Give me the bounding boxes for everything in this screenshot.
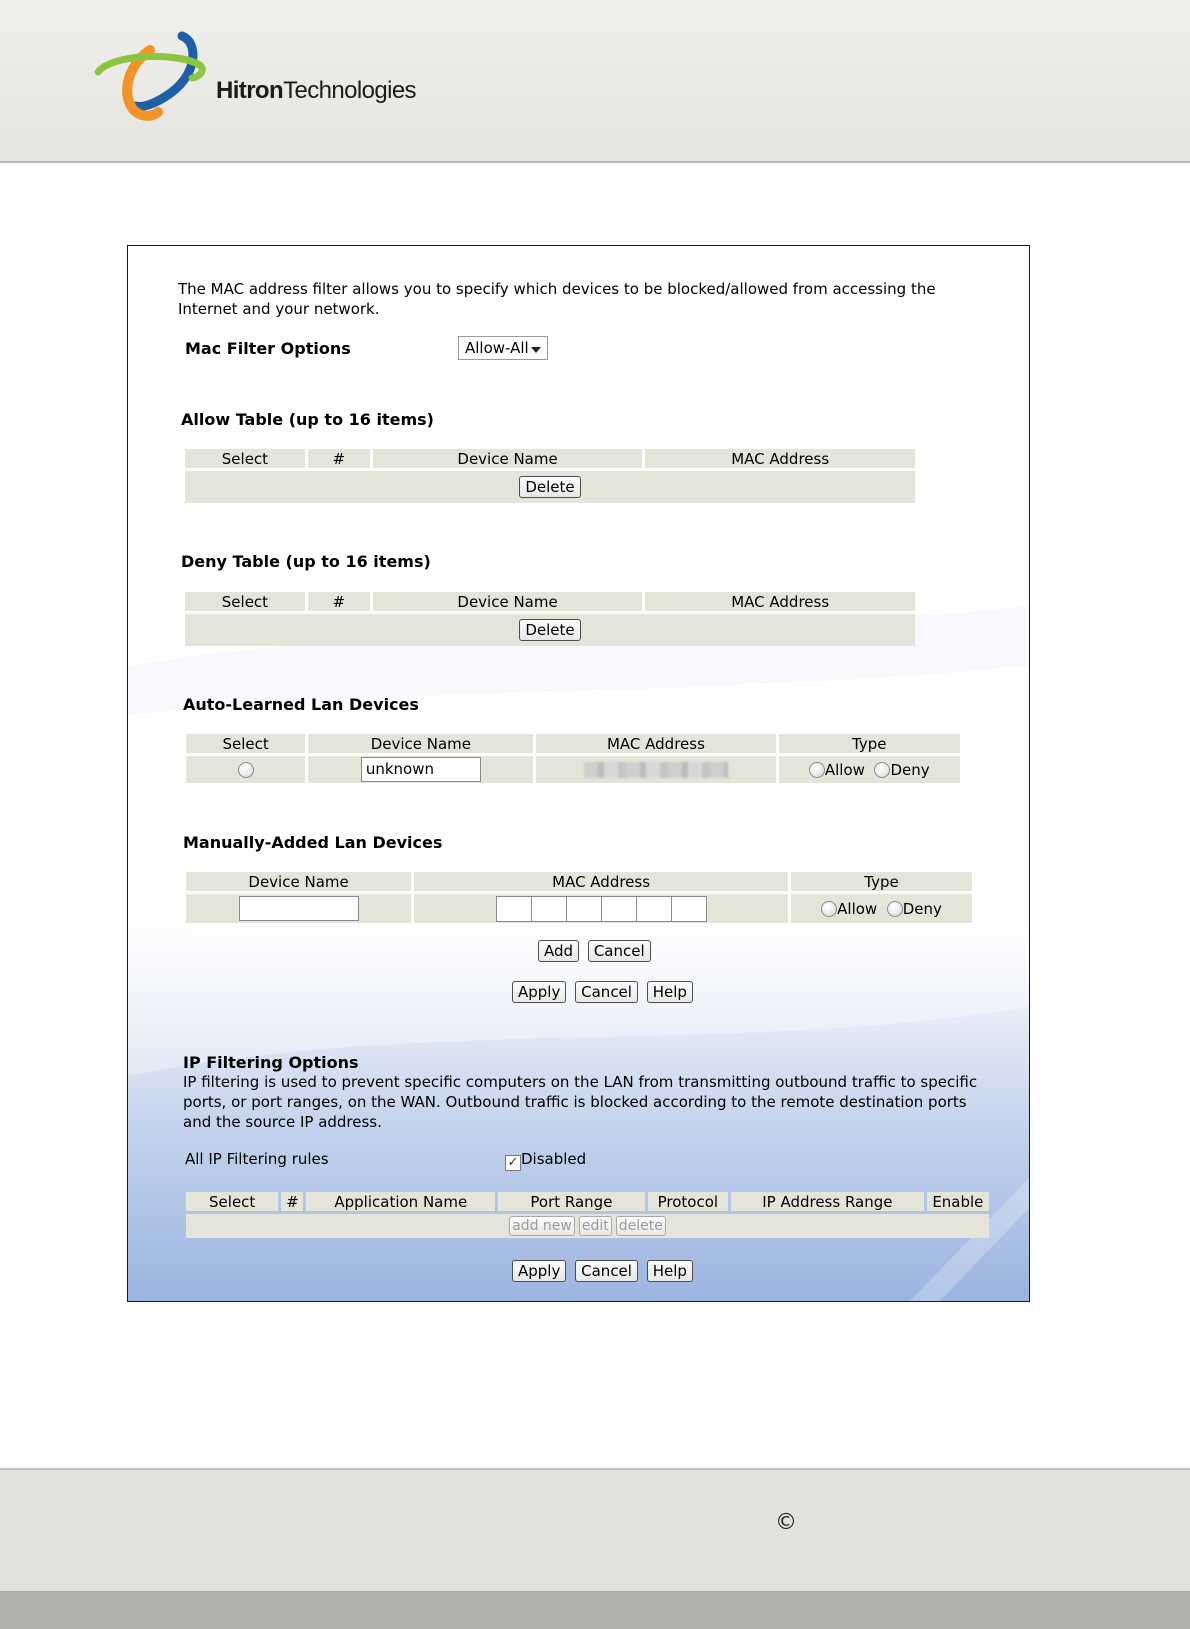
help-button[interactable]: Help (647, 981, 693, 1003)
auto-learned-table (183, 731, 963, 786)
column-header: IP Address Range (731, 1192, 924, 1211)
deny-table (182, 589, 918, 649)
manual-allow-radio[interactable] (821, 901, 837, 917)
mac-octet-input[interactable] (601, 896, 637, 922)
deny-delete-button[interactable]: Delete (519, 619, 580, 641)
deny-label: Deny (890, 760, 930, 779)
deny-label: Deny (902, 899, 942, 918)
add-device-button[interactable]: Add (538, 940, 579, 962)
allow-label: Allow (837, 899, 878, 918)
hitron-logo (94, 28, 414, 124)
delete-rule-button[interactable]: delete (616, 1216, 666, 1236)
apply-button[interactable]: Apply (512, 981, 566, 1003)
manual-device-name-input[interactable] (239, 896, 359, 921)
ip-filter-title: IP Filtering Options (183, 1053, 359, 1072)
manual-devices-title: Manually-Added Lan Devices (183, 833, 443, 852)
column-header: Type (779, 734, 960, 753)
column-header: MAC Address (645, 449, 915, 468)
deny-table-title: Deny Table (up to 16 items) (181, 552, 431, 571)
allow-table (182, 446, 918, 506)
column-header: # (281, 1192, 303, 1211)
mac-filter-selected-value: Allow-All (465, 339, 529, 357)
mac-octet-input[interactable] (566, 896, 602, 922)
ip-rules-label: All IP Filtering rules (185, 1150, 329, 1168)
ip-cancel-button[interactable]: Cancel (575, 1260, 638, 1282)
page-footer (0, 1468, 1190, 1591)
chevron-down-icon (531, 347, 541, 353)
allow-label: Allow (824, 760, 865, 779)
column-header: Protocol (648, 1192, 728, 1211)
manual-devices-table (183, 869, 975, 926)
column-header: Select (185, 449, 305, 468)
table-row (185, 614, 915, 646)
ip-form-actions (510, 1260, 695, 1282)
hitron-emblem-icon (94, 28, 214, 124)
column-header: # (308, 449, 370, 468)
column-header: Select (186, 1192, 278, 1211)
mac-form-actions (510, 981, 695, 1003)
auto-learned-title: Auto-Learned Lan Devices (183, 695, 419, 714)
table-row (186, 1214, 989, 1238)
cancel-button[interactable]: Cancel (575, 981, 638, 1003)
table-row (185, 471, 915, 503)
disabled-label: Disabled (521, 1150, 587, 1168)
column-header: Device Name (186, 872, 411, 891)
ip-help-button[interactable]: Help (647, 1260, 693, 1282)
column-header: Type (791, 872, 972, 891)
auto-deny-radio[interactable] (874, 762, 890, 778)
column-header: Device Name (308, 734, 533, 753)
intro-text: The MAC address filter allows you to specify which devices to be blocked/allowed from accessing the Internet and your network. (178, 280, 936, 318)
brand-name: HitronTechnologies (216, 77, 416, 104)
column-header: MAC Address (414, 872, 788, 891)
mac-octet-input[interactable] (636, 896, 672, 922)
mac-octet-input[interactable] (496, 896, 532, 922)
column-header: Select (186, 734, 305, 753)
mac-octet-input[interactable] (671, 896, 707, 922)
auto-device-name-input[interactable]: unknown (361, 757, 481, 782)
mac-filter-select[interactable] (458, 336, 548, 360)
checkbox-checked-icon[interactable]: ✓ (505, 1155, 521, 1171)
ip-filter-table (183, 1189, 992, 1241)
allow-delete-button[interactable]: Delete (519, 476, 580, 498)
copyright-symbol: © (775, 1510, 797, 1535)
manual-actions (536, 940, 653, 962)
ip-disabled-toggle (505, 1150, 586, 1171)
redacted-mac-address (584, 762, 728, 778)
mac-filter-options-label: Mac Filter Options (185, 339, 351, 358)
mac-filter-screen (127, 245, 1030, 1302)
edit-rule-button[interactable]: edit (579, 1216, 612, 1236)
auto-allow-radio[interactable] (809, 762, 825, 778)
manual-deny-radio[interactable] (887, 901, 903, 917)
table-row (186, 756, 960, 783)
footer-bar (0, 1591, 1190, 1629)
column-header: Device Name (373, 592, 643, 611)
cancel-add-button[interactable]: Cancel (588, 940, 651, 962)
column-header: MAC Address (645, 592, 915, 611)
ip-filter-description: IP filtering is used to prevent specific computers on the LAN from transmitting outbound traffic to specific ports, or port ranges, on the WAN. Outbound traffic is blocked according to the remote destination ports and the source IP address. (183, 1073, 978, 1131)
column-header: MAC Address (536, 734, 775, 753)
add-new-rule-button[interactable]: add new (509, 1216, 575, 1236)
allow-table-title: Allow Table (up to 16 items) (181, 410, 434, 429)
column-header: Application Name (306, 1192, 495, 1211)
mac-octet-input[interactable] (531, 896, 567, 922)
column-header: Device Name (373, 449, 643, 468)
column-header: # (308, 592, 370, 611)
ip-apply-button[interactable]: Apply (512, 1260, 566, 1282)
auto-select-radio[interactable] (238, 762, 254, 778)
table-row (186, 894, 972, 923)
page-header (0, 0, 1190, 163)
column-header: Enable (927, 1192, 989, 1211)
column-header: Select (185, 592, 305, 611)
column-header: Port Range (498, 1192, 645, 1211)
